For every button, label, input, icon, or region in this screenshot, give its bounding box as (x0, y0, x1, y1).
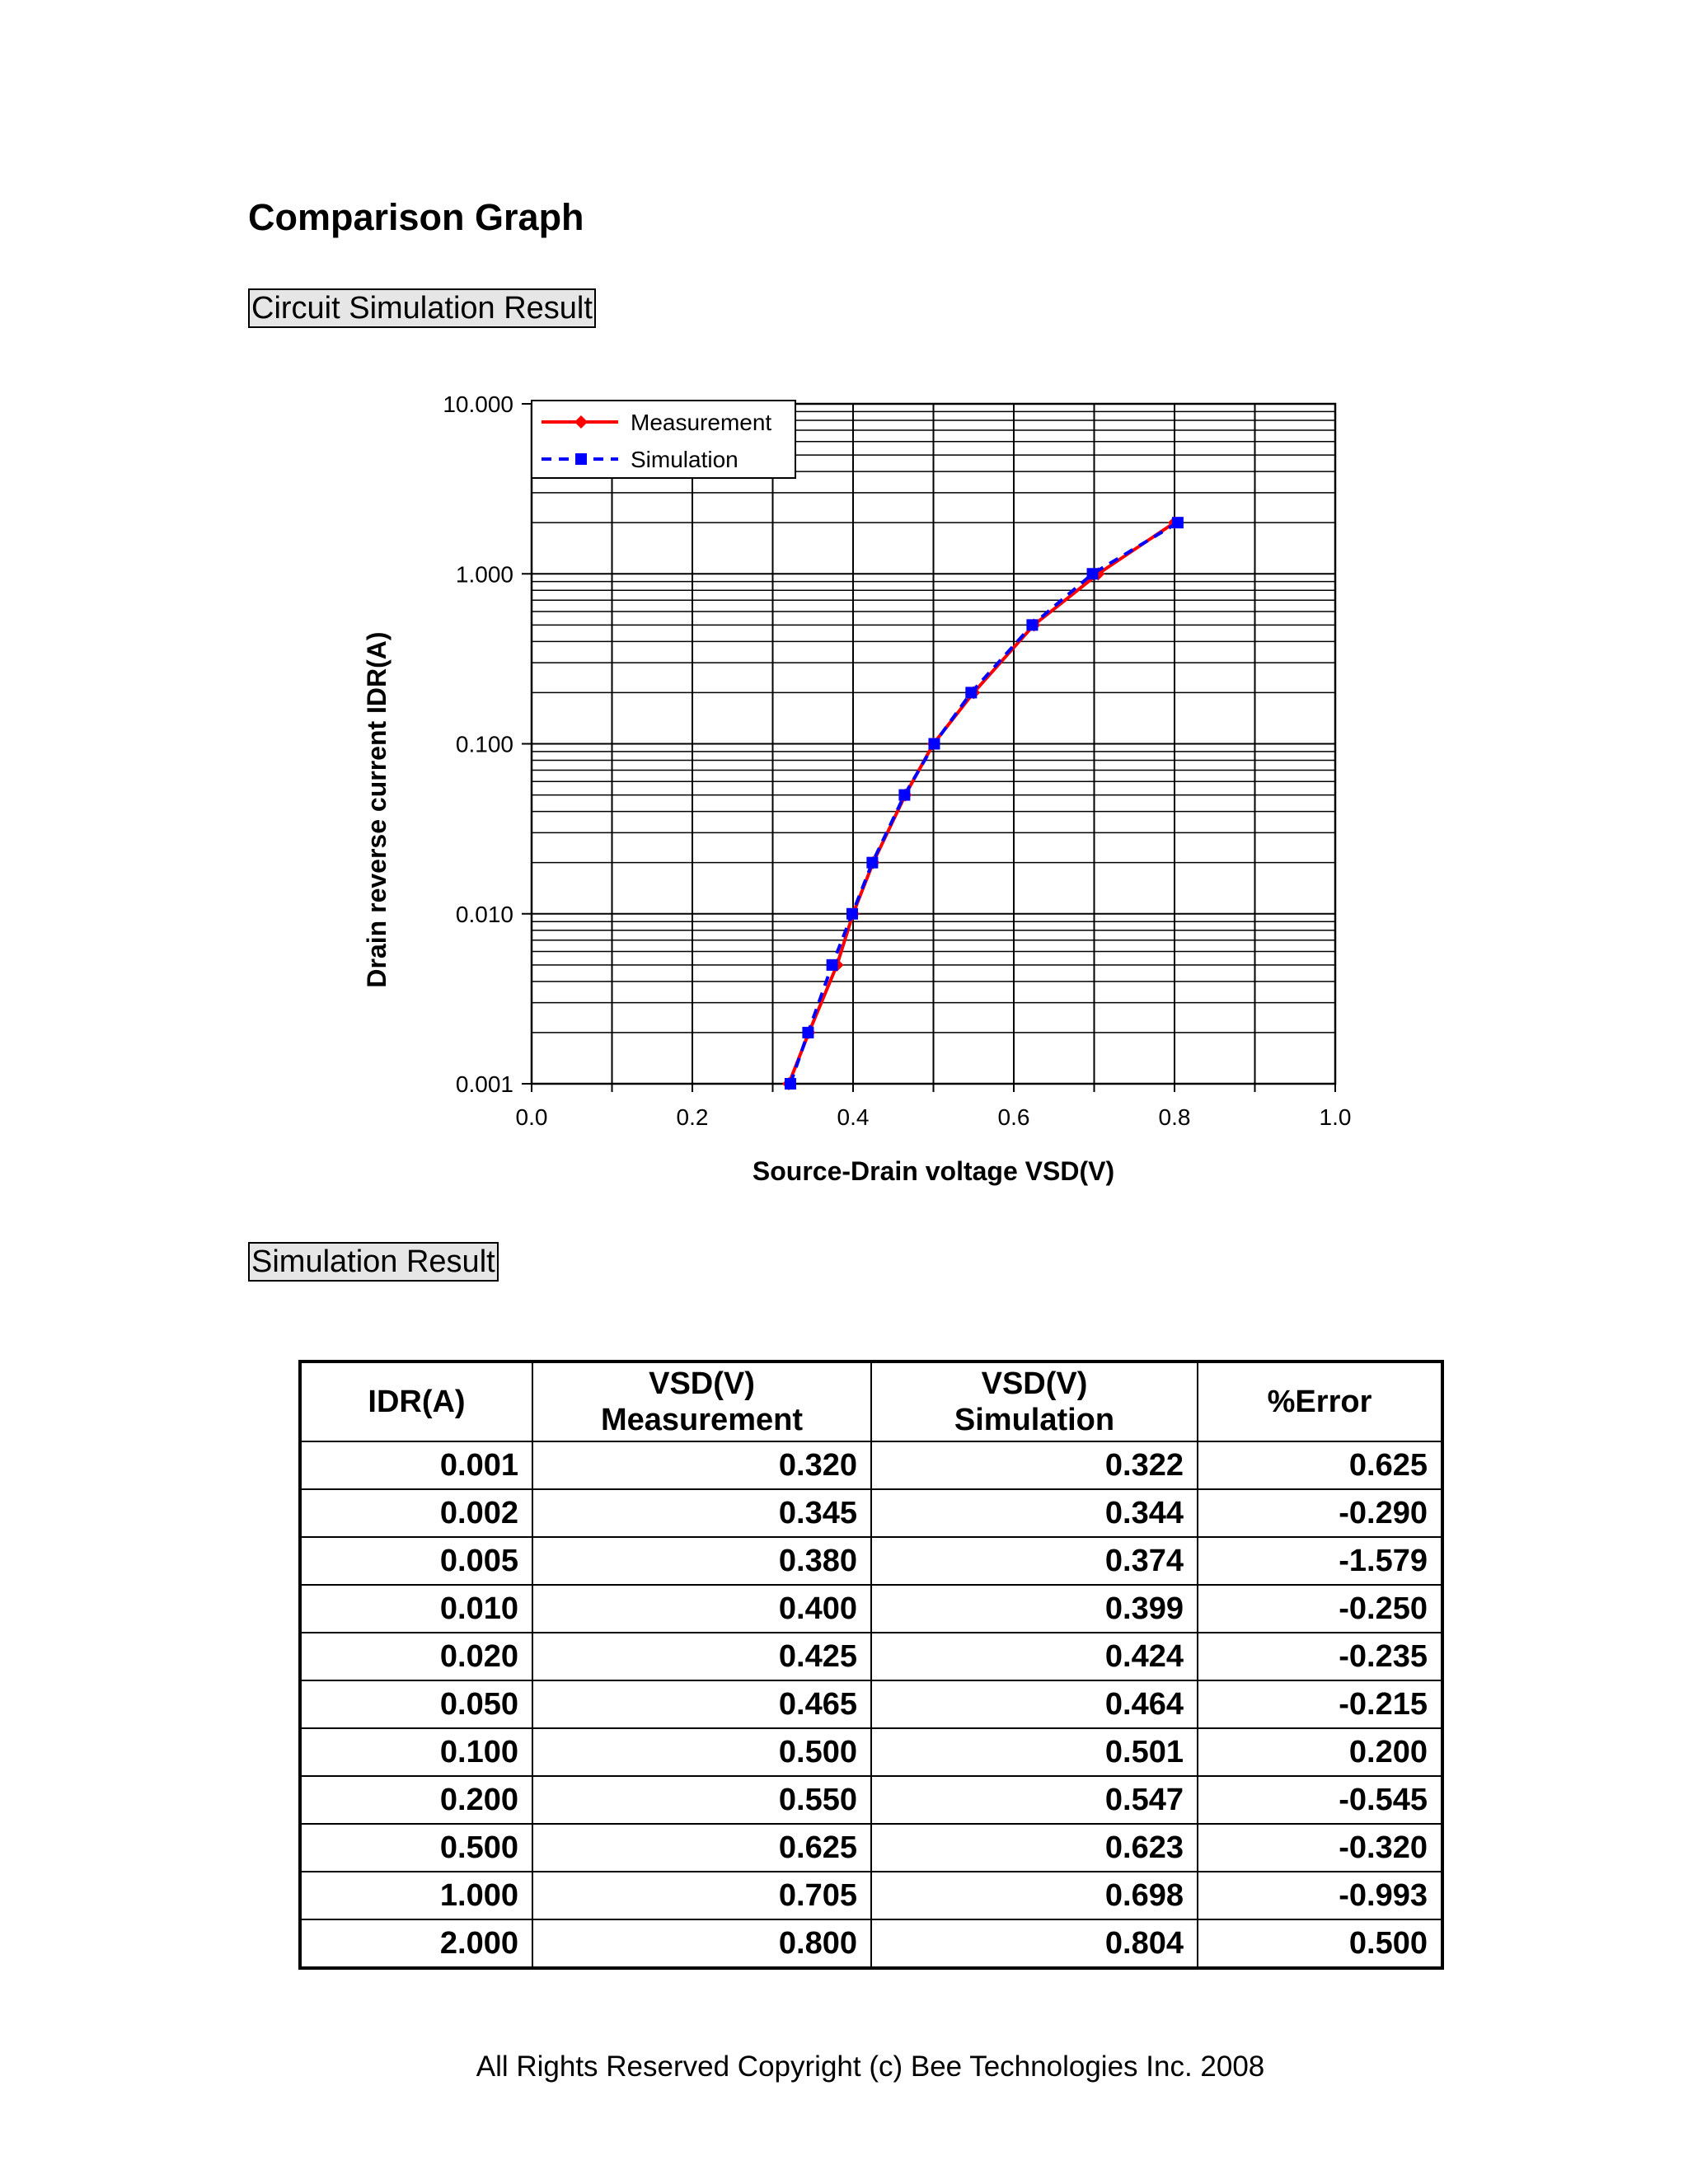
table-row (300, 1776, 1442, 1824)
table-row (300, 1872, 1442, 1919)
table-header-cell (300, 1361, 532, 1441)
table-cell: 0.374 (871, 1537, 1198, 1585)
x-tick-label: 1.0 (1319, 1104, 1352, 1130)
table-header-cell (1198, 1361, 1442, 1441)
y-tick-label: 0.001 (455, 1071, 513, 1097)
table-cell: 0.399 (871, 1585, 1198, 1633)
table-row (300, 1680, 1442, 1728)
table-cell: 0.100 (300, 1728, 532, 1776)
table-cell: 0.800 (532, 1919, 871, 1968)
table-cell: -0.235 (1198, 1633, 1442, 1680)
section-heading-circuit-simulation: Circuit Simulation Result (248, 288, 596, 328)
x-tick-label: 0.2 (676, 1104, 709, 1130)
series-line-simulation (790, 523, 1178, 1084)
table-cell: -0.545 (1198, 1776, 1442, 1824)
legend-label-measurement: Measurement (631, 410, 772, 435)
table-cell: 0.020 (300, 1633, 532, 1680)
table-cell: -0.320 (1198, 1824, 1442, 1872)
legend-label-simulation: Simulation (631, 447, 738, 472)
table-cell: 0.322 (871, 1441, 1198, 1489)
data-point-simulation (1172, 517, 1184, 528)
table-row (300, 1489, 1442, 1537)
data-point-simulation (846, 908, 858, 920)
table-cell: 0.344 (871, 1489, 1198, 1537)
table-cell: 0.705 (532, 1872, 871, 1919)
table-cell: -0.215 (1198, 1680, 1442, 1728)
table-row (300, 1919, 1442, 1968)
x-tick-label: 0.8 (1158, 1104, 1191, 1130)
x-tick-label: 0.6 (997, 1104, 1030, 1130)
table-cell: 0.547 (871, 1776, 1198, 1824)
data-point-simulation (827, 959, 838, 971)
simulation-result-table (298, 1360, 1444, 1970)
table-cell: 0.005 (300, 1537, 532, 1585)
table-cell: 0.500 (1198, 1919, 1442, 1968)
data-point-simulation (965, 687, 977, 698)
table-cell: 0.320 (532, 1441, 871, 1489)
data-point-simulation (866, 857, 878, 869)
data-point-simulation (898, 790, 910, 801)
y-axis-title: Drain reverse current IDR(A) (362, 631, 392, 988)
table-cell: 0.625 (1198, 1441, 1442, 1489)
x-tick-label: 0.0 (515, 1104, 548, 1130)
table-cell: 0.010 (300, 1585, 532, 1633)
table-cell: 0.623 (871, 1824, 1198, 1872)
table-cell: 0.501 (871, 1728, 1198, 1776)
table-cell: 2.000 (300, 1919, 532, 1968)
legend-marker-simulation (575, 453, 587, 465)
table-header-text: %Error (1267, 1385, 1372, 1419)
table-row (300, 1633, 1442, 1680)
table-cell: -0.250 (1198, 1585, 1442, 1633)
y-tick-label: 10.000 (443, 391, 513, 417)
table-row (300, 1824, 1442, 1872)
table-cell: 0.345 (532, 1489, 871, 1537)
series-line-measurement (789, 523, 1175, 1084)
y-tick-label: 1.000 (455, 561, 513, 588)
table-cell: 0.001 (300, 1441, 532, 1489)
table-cell: -0.993 (1198, 1872, 1442, 1919)
table-header-text: Simulation (954, 1403, 1115, 1437)
y-tick-label: 0.010 (455, 901, 513, 927)
table-row (300, 1441, 1442, 1489)
table-cell: 0.625 (532, 1824, 871, 1872)
table-cell: 0.002 (300, 1489, 532, 1537)
table-cell: 0.380 (532, 1537, 871, 1585)
data-point-simulation (1087, 568, 1099, 579)
x-axis-title: Source-Drain voltage VSD(V) (752, 1156, 1115, 1186)
table-cell: -0.290 (1198, 1489, 1442, 1537)
table-cell: 0.698 (871, 1872, 1198, 1919)
table-cell: 0.200 (300, 1776, 532, 1824)
table-cell: 0.424 (871, 1633, 1198, 1680)
y-tick-label: 0.100 (455, 731, 513, 757)
table-cell: -1.579 (1198, 1537, 1442, 1585)
table-cell: 0.050 (300, 1680, 532, 1728)
table-cell: 0.500 (300, 1824, 532, 1872)
table-cell: 0.550 (532, 1776, 871, 1824)
table-cell: 1.000 (300, 1872, 532, 1919)
table-row (300, 1537, 1442, 1585)
table-header-text: IDR(A) (368, 1385, 466, 1419)
table-row (300, 1728, 1442, 1776)
comparison-chart (346, 379, 1418, 1236)
table-header-cell (871, 1361, 1198, 1441)
table-body (300, 1441, 1442, 1968)
table-cell: 0.200 (1198, 1728, 1442, 1776)
copyright-footer: All Rights Reserved Copyright (c) Bee Technologies Inc. 2008 (476, 2050, 1265, 2083)
data-point-simulation (1026, 619, 1038, 630)
page-title: Comparison Graph (248, 196, 584, 238)
table-cell: 0.464 (871, 1680, 1198, 1728)
section-heading-simulation-result: Simulation Result (248, 1242, 499, 1282)
data-point-simulation (928, 738, 940, 750)
table-header-text: Measurement (601, 1403, 803, 1437)
table-cell: 0.465 (532, 1680, 871, 1728)
table-cell: 0.500 (532, 1728, 871, 1776)
table-header-cell (532, 1361, 871, 1441)
table-cell: 0.804 (871, 1919, 1198, 1968)
table-cell: 0.425 (532, 1633, 871, 1680)
data-point-simulation (785, 1078, 796, 1090)
x-tick-label: 0.4 (837, 1104, 870, 1130)
data-point-simulation (802, 1027, 814, 1038)
table-header-text: VSD(V) (649, 1366, 755, 1401)
table-cell: 0.400 (532, 1585, 871, 1633)
table-header-text: VSD(V) (981, 1366, 1088, 1401)
table-header-row (300, 1361, 1442, 1441)
table-row (300, 1585, 1442, 1633)
